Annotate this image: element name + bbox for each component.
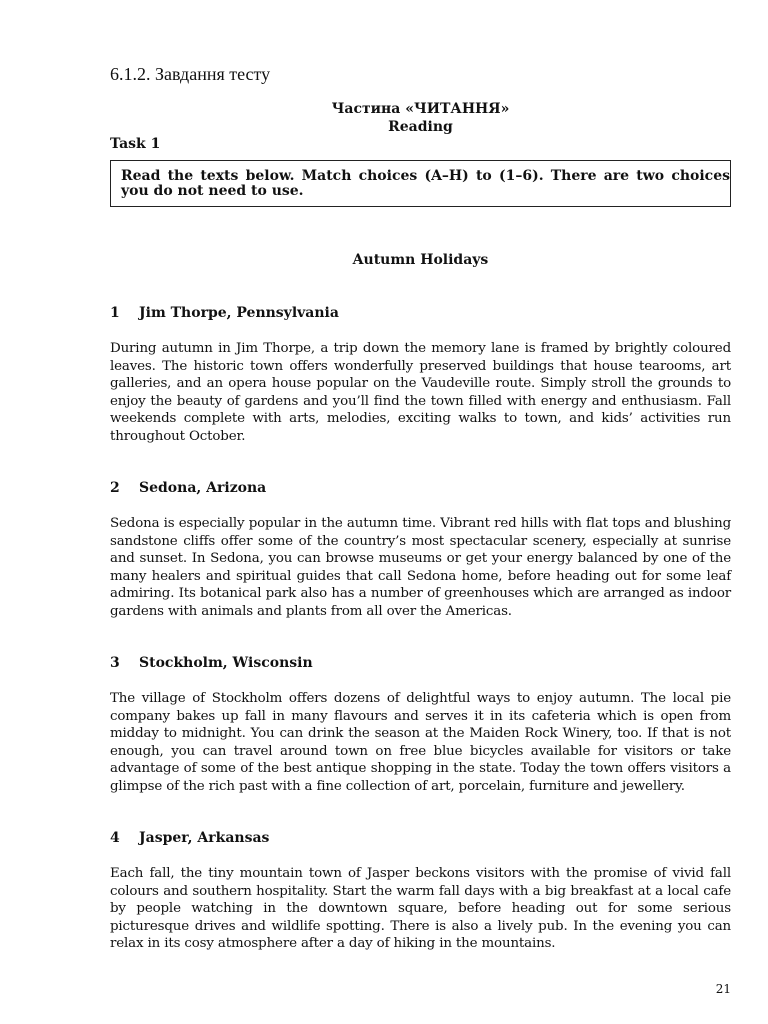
item-heading-4 xyxy=(110,830,269,846)
part-title-english: Reading xyxy=(388,119,453,135)
item-paragraph: During autumn in Jim Thorpe, a trip down the memory lane is framed by brightly coloured leaves. The historic town offers wonderfully preserved buildings that house tearooms, art galleries, and an opera house popular on the Vaudeville route. Simply stroll the grounds to enjoy the beauty of gardens and you’ll find the town filled with energy and enthusiasm. Fall weekends complete with arts, melodies, exciting walks to town, and kids’ activities run throughout October. xyxy=(110,341,731,444)
item-title: Sedona, Arizona xyxy=(139,480,267,496)
item-heading-2 xyxy=(110,480,266,496)
item-paragraph: Each fall, the tiny mountain town of Jasper beckons visitors with the promise of vivid fall colours and southern hospitality. Start the warm fall days with a big breakfast at a local cafe by people watching in the downtown square, before heading out for some serious picturesque drives and wildlife spotting. There is also a lively pub. In the evening you can relax in its cosy atmosphere after a day of hiking in the mountains. xyxy=(110,866,731,951)
item-heading-3 xyxy=(110,655,313,671)
part-title-ukrainian: Частина «ЧИТАННЯ» xyxy=(331,101,510,117)
item-title: Stockholm, Wisconsin xyxy=(139,655,313,671)
part-title xyxy=(110,100,731,136)
reading-title: Autumn Holidays xyxy=(352,252,489,268)
item-paragraph: Sedona is especially popular in the autumn time. Vibrant red hills with flat tops and blushing sandstone cliffs offer some of the country’s most spectacular scenery, especially at sunrise and sunset. In Sedona, you can browse museums or get your energy balanced by one of the many healers and spiritual guides that call Sedona home, before heading out for some leaf admiring. Its botanical park also has a number of greenhouses which are arranged as indoor gardens with animals and plants from all over the Americas. xyxy=(110,516,731,619)
item-heading-1 xyxy=(110,305,339,321)
section-heading: 6.1.2. Завдання тесту xyxy=(110,64,271,84)
item-text-3 xyxy=(110,690,731,795)
page-number: 21 xyxy=(715,982,731,996)
item-number: 2 xyxy=(110,480,120,496)
item-number: 1 xyxy=(110,305,120,321)
item-title: Jim Thorpe, Pennsylvania xyxy=(139,305,339,321)
item-text-4 xyxy=(110,865,731,953)
item-number: 3 xyxy=(110,655,120,671)
task-label: Task 1 xyxy=(110,136,161,152)
item-number: 4 xyxy=(110,830,120,846)
instruction-box: Read the texts below. Match choices (A–H) to (1–6). There are two choices you do not need to use. xyxy=(110,160,731,207)
item-text-2 xyxy=(110,515,731,620)
item-paragraph: The village of Stockholm offers dozens of delightful ways to enjoy autumn. The local pie company bakes up fall in many flavours and serves it in its cafeteria which is open from midday to midnight. You can drink the season at the Maiden Rock Winery, too. If that is not enough, you can travel around town on free blue bicycles available for visitors or take advantage of some of the best antique shopping in the state. Today the town offers visitors a glimpse of the rich past with a fine collection of art, porcelain, furniture and jewellery. xyxy=(110,691,731,794)
item-title: Jasper, Arkansas xyxy=(139,830,270,846)
item-text-1 xyxy=(110,340,731,445)
